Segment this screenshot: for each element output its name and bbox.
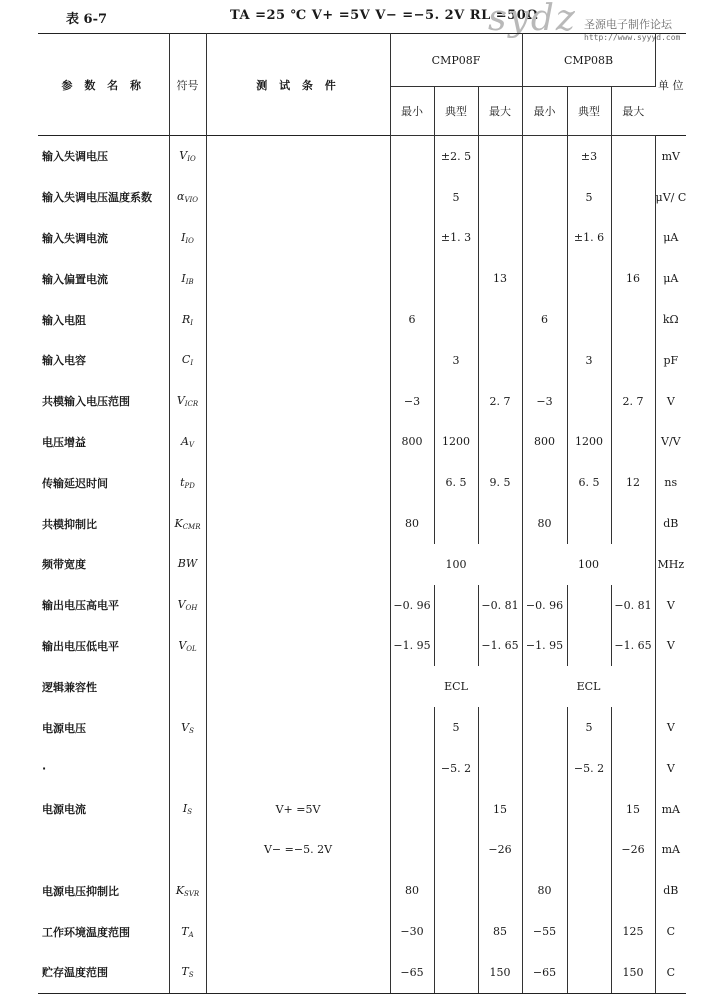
b-typ-value — [567, 258, 611, 299]
a-min-value — [390, 136, 434, 177]
symbol — [169, 299, 206, 340]
a-max-value — [478, 707, 522, 748]
symbol-main: V — [177, 598, 186, 612]
a-max-value — [478, 218, 522, 259]
a-typ-value — [434, 870, 478, 911]
symbol — [169, 707, 206, 748]
param-header-label: 参 数 名 称 — [61, 78, 145, 92]
unit: mA — [661, 802, 680, 816]
param-name: 输入电阻 — [38, 299, 169, 340]
param-name: 电源电流 — [38, 789, 169, 830]
a-max-value: −26 — [478, 830, 522, 871]
symbol-subscript: S — [188, 971, 194, 980]
a-typ-value — [434, 911, 478, 952]
a-min-value: −0. 96 — [390, 585, 434, 626]
b-max-value — [611, 422, 655, 463]
symbol-subscript: IO — [187, 155, 196, 164]
b-max-value: −1. 65 — [611, 626, 655, 667]
b-min-value — [522, 830, 567, 871]
a-max-value: −1. 65 — [478, 626, 522, 667]
symbol-main: R — [181, 312, 191, 326]
a-typ-value — [434, 258, 478, 299]
b-max-value: 12 — [611, 462, 655, 503]
b-min-value: 80 — [522, 503, 567, 544]
symbol-main: T — [181, 924, 189, 938]
a-min-value — [390, 177, 434, 218]
unit: V/V — [661, 435, 681, 449]
table-row — [38, 789, 686, 830]
a-min-value: −30 — [390, 911, 434, 952]
test-condition — [206, 544, 390, 585]
a-typ-value — [434, 626, 478, 667]
table-row — [38, 462, 686, 503]
a-min-value — [390, 462, 434, 503]
a-typ-value: 1200 — [434, 422, 478, 463]
b-typ-value — [567, 381, 611, 422]
unit: dB — [663, 884, 679, 898]
test-conditions: TA =25 ℃ V+ =5V V− =−5. 2V RL =50Ω — [230, 8, 539, 23]
a-min-value: −1. 95 — [390, 626, 434, 667]
test-condition — [206, 381, 390, 422]
symbol-subscript: V — [188, 440, 194, 449]
watermark-url: http://www.syyyd.com — [584, 33, 681, 42]
condition-header-label: 测 试 条 件 — [256, 78, 340, 92]
a-typ-value — [434, 789, 478, 830]
test-condition — [206, 340, 390, 381]
test-condition — [206, 422, 390, 463]
a-max-header: 最大 — [478, 87, 522, 136]
b-typ-value: ±1. 6 — [567, 218, 611, 259]
param-name: 电源电压 — [38, 707, 169, 748]
a-typ-value — [434, 381, 478, 422]
symbol — [169, 503, 206, 544]
table-row — [38, 870, 686, 911]
b-max-value — [611, 503, 655, 544]
b-typ-value — [567, 299, 611, 340]
b-max-value: 15 — [611, 789, 655, 830]
unit: C — [655, 952, 686, 993]
b-typ-value — [567, 503, 611, 544]
a-max-value — [478, 748, 522, 789]
param-name: 传输延迟时间 — [38, 462, 169, 503]
b-max-value — [611, 870, 655, 911]
a-typ-value: ±1. 3 — [434, 218, 478, 259]
a-typ-value: ±2. 5 — [434, 136, 478, 177]
b-min-value: −1. 95 — [522, 626, 567, 667]
symbol-subscript: S — [187, 808, 193, 817]
param-name: 输入失调电压温度系数 — [38, 177, 169, 218]
symbol-subscript: I — [190, 318, 194, 327]
test-condition — [206, 748, 390, 789]
param-name: 频带宽度 — [38, 544, 169, 585]
a-min-value — [390, 340, 434, 381]
param-name: 输入偏置电流 — [38, 258, 169, 299]
a-max-value: 85 — [478, 911, 522, 952]
b-min-value: −0. 96 — [522, 585, 567, 626]
device-a-value: 100 — [390, 544, 522, 585]
symbol-subscript: SVR — [184, 889, 200, 898]
b-max-value: 16 — [611, 258, 655, 299]
b-min-value — [522, 177, 567, 218]
b-max-value: 2. 7 — [611, 381, 655, 422]
symbol-subscript: ICR — [184, 400, 199, 409]
param-name: · — [38, 748, 169, 789]
test-condition: V− =−5. 2V — [206, 830, 390, 871]
b-max-value — [611, 748, 655, 789]
b-max-value: −0. 81 — [611, 585, 655, 626]
param-name: 电压增益 — [38, 422, 169, 463]
test-condition — [206, 503, 390, 544]
table-row — [38, 544, 686, 585]
watermark-site-name: 圣源电子制作论坛 — [584, 18, 672, 31]
unit: MHz — [657, 557, 685, 571]
symbol — [169, 544, 206, 585]
symbol — [169, 870, 206, 911]
a-typ-value: 5 — [434, 177, 478, 218]
symbol-main: I — [181, 271, 186, 285]
symbol-main: K — [174, 516, 183, 530]
b-typ-value — [567, 789, 611, 830]
a-max-value — [478, 422, 522, 463]
symbol-header: 符号 — [169, 34, 206, 136]
table-body — [38, 136, 686, 994]
a-min-value: 800 — [390, 422, 434, 463]
b-typ-value — [567, 830, 611, 871]
symbol-main: α — [177, 190, 185, 204]
a-typ-value — [434, 503, 478, 544]
a-min-value — [390, 830, 434, 871]
symbol — [169, 462, 206, 503]
unit: kΩ — [662, 313, 679, 327]
param-name: 共模抑制比 — [38, 503, 169, 544]
symbol-subscript: PD — [184, 481, 195, 490]
symbol-subscript: VIO — [184, 196, 198, 205]
a-min-value — [390, 218, 434, 259]
a-max-value: 2. 7 — [478, 381, 522, 422]
symbol — [169, 258, 206, 299]
unit: V — [666, 639, 675, 653]
param-name: 贮存温度范围 — [38, 952, 169, 993]
symbol — [169, 748, 206, 789]
symbol-subscript: IB — [185, 277, 194, 286]
b-typ-value — [567, 870, 611, 911]
param-name: 逻辑兼容性 — [38, 666, 169, 707]
b-max-header: 最大 — [611, 87, 655, 136]
unit-header: 单 位 — [655, 34, 686, 136]
a-min-value: 6 — [390, 299, 434, 340]
param-name: 输出电压低电平 — [38, 626, 169, 667]
table-row — [38, 748, 686, 789]
device-a-header: CMP08F — [390, 34, 522, 87]
table-row — [38, 666, 686, 707]
b-typ-value — [567, 952, 611, 993]
unit: mV — [655, 136, 686, 177]
symbol-main: BW — [177, 557, 198, 571]
b-min-value: −55 — [522, 911, 567, 952]
b-typ-value — [567, 626, 611, 667]
symbol-main: V — [176, 394, 185, 408]
table-row — [38, 626, 686, 667]
device-a-value: ECL — [390, 666, 522, 707]
a-min-value: 80 — [390, 503, 434, 544]
test-condition — [206, 299, 390, 340]
b-typ-value — [567, 911, 611, 952]
a-typ-value — [434, 299, 478, 340]
symbol-main: V — [179, 149, 188, 163]
table-row — [38, 340, 686, 381]
a-max-value — [478, 340, 522, 381]
table-row — [38, 911, 686, 952]
b-typ-value: 3 — [567, 340, 611, 381]
symbol — [169, 422, 206, 463]
symbol-subscript: OL — [186, 644, 197, 653]
test-condition — [206, 177, 390, 218]
b-min-value — [522, 789, 567, 830]
test-condition — [206, 462, 390, 503]
a-min-value — [390, 258, 434, 299]
b-min-value: 800 — [522, 422, 567, 463]
symbol — [169, 911, 206, 952]
test-condition — [206, 218, 390, 259]
condition-header — [206, 34, 390, 136]
a-max-value — [478, 136, 522, 177]
param-name: 输入失调电流 — [38, 218, 169, 259]
b-typ-value: 6. 5 — [567, 462, 611, 503]
b-min-value: −3 — [522, 381, 567, 422]
table-row — [38, 136, 686, 177]
a-min-value: 80 — [390, 870, 434, 911]
a-max-value — [478, 299, 522, 340]
b-min-value: −65 — [522, 952, 567, 993]
test-condition — [206, 136, 390, 177]
a-max-value: 13 — [478, 258, 522, 299]
a-min-value: −65 — [390, 952, 434, 993]
a-min-header: 最小 — [390, 87, 434, 136]
b-max-value — [611, 340, 655, 381]
param-name: 工作环境温度范围 — [38, 911, 169, 952]
table-row — [38, 830, 686, 871]
symbol — [169, 136, 206, 177]
symbol-main: I — [182, 802, 188, 816]
a-max-value: 9. 5 — [478, 462, 522, 503]
device-b-value: ECL — [522, 666, 655, 707]
watermark-logo: sydz — [488, 0, 577, 39]
table-row — [38, 585, 686, 626]
a-max-value: 150 — [478, 952, 522, 993]
b-min-value — [522, 136, 567, 177]
table-row — [38, 218, 686, 259]
test-condition — [206, 952, 390, 993]
b-max-value: −26 — [611, 830, 655, 871]
test-condition — [206, 707, 390, 748]
b-min-value — [522, 462, 567, 503]
symbol — [169, 830, 206, 871]
param-header — [38, 34, 169, 136]
table-label: 表 6-7 — [66, 12, 108, 27]
unit: μA — [663, 231, 679, 245]
symbol-subscript: A — [188, 930, 194, 939]
a-max-value — [478, 503, 522, 544]
device-b-header: CMP08B — [522, 34, 655, 87]
symbol-subscript: S — [189, 726, 194, 735]
test-condition — [206, 911, 390, 952]
a-max-value — [478, 177, 522, 218]
symbol-main: C — [181, 353, 191, 367]
symbol — [169, 177, 206, 218]
b-typ-value: 5 — [567, 177, 611, 218]
b-min-value — [522, 748, 567, 789]
unit: mA — [661, 843, 680, 857]
b-min-value — [522, 707, 567, 748]
symbol — [169, 381, 206, 422]
a-typ-value: 5 — [434, 707, 478, 748]
a-min-value — [390, 789, 434, 830]
table-row — [38, 299, 686, 340]
symbol — [169, 218, 206, 259]
symbol — [169, 340, 206, 381]
symbol-subscript: IO — [185, 236, 194, 245]
symbol — [169, 585, 206, 626]
table-row — [38, 503, 686, 544]
b-typ-value — [567, 585, 611, 626]
b-typ-header: 典型 — [567, 87, 611, 136]
symbol-subscript: I — [190, 359, 194, 368]
b-min-value — [522, 340, 567, 381]
b-max-value — [611, 707, 655, 748]
test-condition — [206, 585, 390, 626]
a-typ-value: −5. 2 — [434, 748, 478, 789]
symbol — [169, 666, 206, 707]
a-max-value — [478, 870, 522, 911]
symbol-main: V — [181, 720, 190, 734]
param-name — [38, 830, 169, 871]
a-min-value — [390, 748, 434, 789]
b-min-header: 最小 — [522, 87, 567, 136]
b-max-value — [611, 299, 655, 340]
unit: C — [666, 925, 675, 939]
unit: dB — [663, 517, 679, 531]
symbol-subscript: OH — [185, 604, 198, 613]
unit: μV/ C — [655, 190, 687, 204]
b-typ-value: ±3 — [567, 136, 611, 177]
unit: ns — [664, 476, 678, 490]
b-typ-value: −5. 2 — [567, 748, 611, 789]
symbol — [169, 789, 206, 830]
a-min-value: −3 — [390, 381, 434, 422]
a-typ-value: 6. 5 — [434, 462, 478, 503]
test-condition: V+ =5V — [206, 789, 390, 830]
symbol-main: A — [180, 434, 189, 448]
unit: V — [666, 761, 675, 775]
param-name: 输出电压高电平 — [38, 585, 169, 626]
table-row — [38, 258, 686, 299]
symbol-main: I — [181, 230, 186, 244]
table-row — [38, 707, 686, 748]
b-max-value — [611, 218, 655, 259]
a-max-value: 15 — [478, 789, 522, 830]
unit: V — [666, 598, 675, 612]
a-typ-value — [434, 830, 478, 871]
unit: V — [666, 721, 675, 735]
b-typ-value: 5 — [567, 707, 611, 748]
symbol — [169, 952, 206, 993]
table-row — [38, 381, 686, 422]
b-max-value: 150 — [611, 952, 655, 993]
table-row — [38, 177, 686, 218]
b-min-value: 6 — [522, 299, 567, 340]
symbol-main: t — [180, 475, 185, 489]
b-max-value: 125 — [611, 911, 655, 952]
b-max-value — [611, 177, 655, 218]
symbol — [169, 626, 206, 667]
param-name: 共模输入电压范围 — [38, 381, 169, 422]
test-condition — [206, 666, 390, 707]
param-name: 输入电容 — [38, 340, 169, 381]
test-condition — [206, 258, 390, 299]
table-row — [38, 422, 686, 463]
a-min-value — [390, 707, 434, 748]
unit — [655, 666, 686, 707]
b-min-value — [522, 218, 567, 259]
symbol-main: V — [178, 638, 187, 652]
b-min-value — [522, 258, 567, 299]
a-typ-value — [434, 952, 478, 993]
test-condition — [206, 870, 390, 911]
a-max-value: −0. 81 — [478, 585, 522, 626]
a-typ-header: 典型 — [434, 87, 478, 136]
unit: μA — [663, 272, 679, 286]
test-condition — [206, 626, 390, 667]
b-min-value: 80 — [522, 870, 567, 911]
device-b-value: 100 — [522, 544, 655, 585]
a-typ-value — [434, 585, 478, 626]
param-name: 电源电压抑制比 — [38, 870, 169, 911]
b-max-value — [611, 136, 655, 177]
symbol-main: K — [175, 883, 185, 897]
param-name: 输入失调电压 — [38, 136, 169, 177]
symbol-subscript: CMR — [182, 522, 201, 531]
symbol-main: T — [181, 965, 189, 979]
unit: V — [666, 394, 675, 408]
header-row — [38, 34, 686, 87]
table-row — [38, 952, 686, 993]
b-typ-value: 1200 — [567, 422, 611, 463]
unit: pF — [663, 353, 679, 367]
spec-table — [38, 33, 686, 994]
a-typ-value: 3 — [434, 340, 478, 381]
